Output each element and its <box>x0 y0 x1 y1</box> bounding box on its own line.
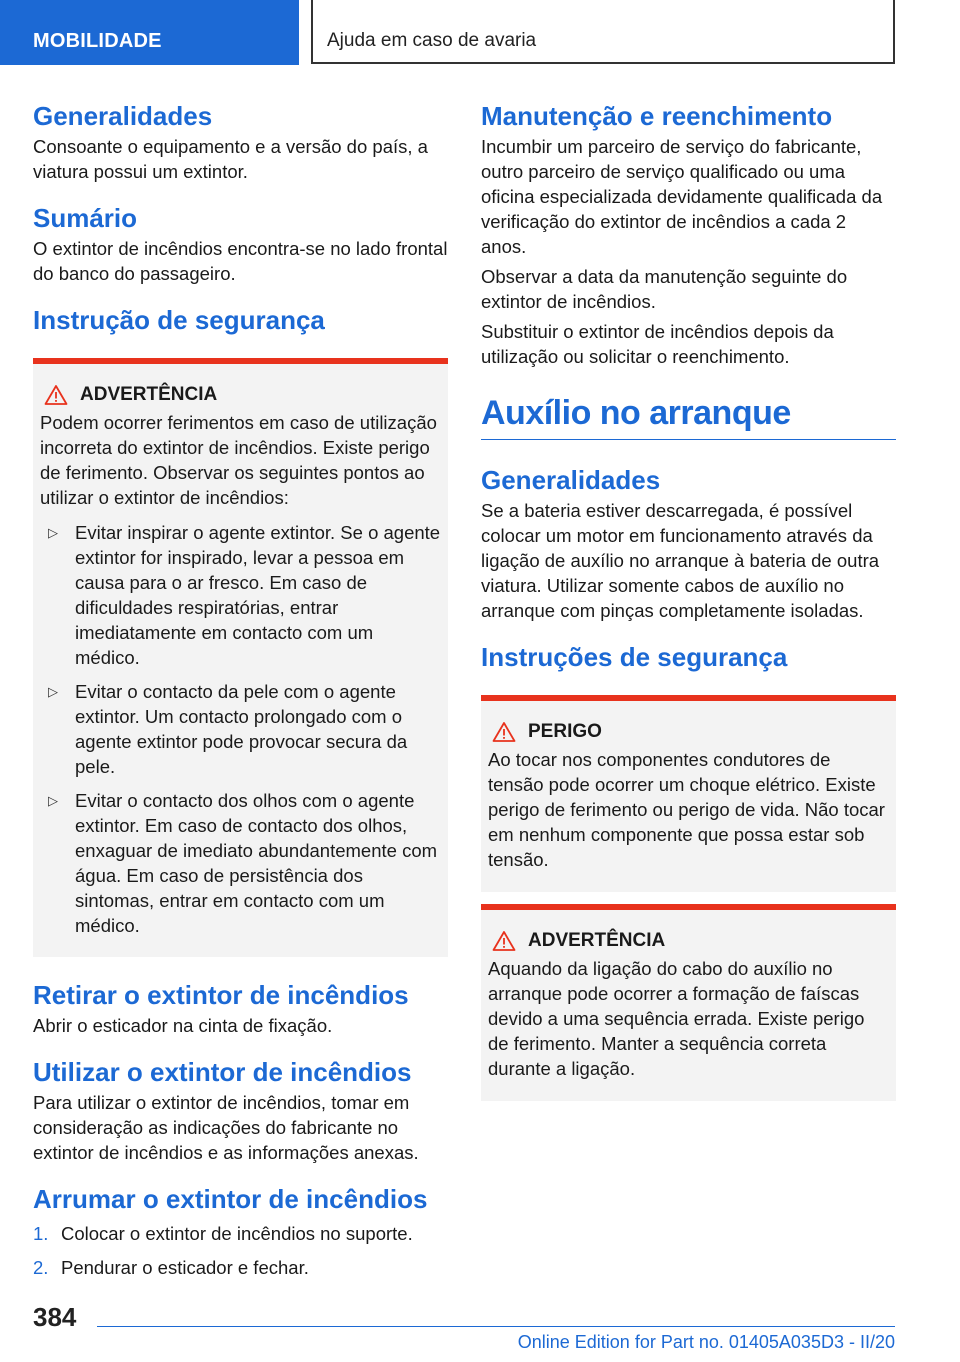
bullet-triangle-icon: ▷ <box>48 793 58 808</box>
bullet-triangle-icon: ▷ <box>48 525 58 540</box>
warning-label: ADVERTÊNCIA <box>528 930 666 951</box>
header-title-box <box>311 0 895 64</box>
section-text: O extintor de incêndios encontra-se no lado frontal do banco do passageiro. <box>33 238 448 284</box>
warning-text: Podem ocorrer ferimentos em caso de utilização incorreta do extintor de incêndios. Existe perigo de ferimento. Observar os seguintes pontos ao utilizar o extintor de incêndios: <box>40 412 437 508</box>
section-manutencao <box>481 100 896 369</box>
warning-box <box>33 358 448 957</box>
warning-text: Aquando da ligação do cabo do auxílio no arranque pode ocorrer a formação de faíscas devido a uma sequência errada. Existe perigo de ferimento. Manter a sequência correta durante a ligação. <box>488 958 865 1079</box>
step-text: Pendurar o esticador e fechar. <box>61 1257 309 1278</box>
section-text: Observar a data da manutenção seguinte do extintor de incêndios. <box>481 266 848 312</box>
warning-triangle-icon <box>492 930 516 952</box>
section-text: Para utilizar o extintor de incêndios, tomar em consideração as indicações do fabricante no extintor de incêndios e as informações anexas. <box>33 1092 419 1163</box>
header-section-tab <box>0 0 299 65</box>
section-text: Abrir o esticador na cinta de fixação. <box>33 1015 333 1036</box>
chapter-title: Auxílio no arranque <box>481 394 791 432</box>
section-arrumar <box>33 1183 448 1280</box>
warning-triangle-icon <box>44 384 68 406</box>
warning-heading <box>44 384 441 406</box>
list-item <box>33 1221 448 1246</box>
danger-box <box>481 695 896 892</box>
section-title: Utilizar o extintor de incêndios <box>33 1057 412 1087</box>
warning-heading <box>492 930 889 952</box>
section-title: Generalidades <box>481 465 661 495</box>
footer-edition: Online Edition for Part no. 01405A035D3 - II/20 <box>517 1332 895 1352</box>
list-item: ▷ Evitar inspirar o agente extintor. Se o agente extintor for inspirado, levar a pessoa em causa para o ar fresco. Em caso de dificuldades respiratórias, entrar imediatamente em contacto com um médico. <box>48 522 441 668</box>
section-sumario <box>33 202 448 286</box>
warning-box <box>481 904 896 1101</box>
section-title: Instruções de segurança <box>481 642 788 672</box>
footer-divider <box>97 1326 895 1327</box>
warning-label: ADVERTÊNCIA <box>80 384 218 405</box>
danger-label: PERIGO <box>528 721 602 742</box>
right-column <box>481 100 896 1101</box>
page-number: 384 <box>33 1302 77 1332</box>
left-column <box>33 100 448 1294</box>
list-item: ▷ Evitar o contacto dos olhos com o agente extintor. Em caso de contacto dos olhos, enxaguar de imediato abundantemente com água. Em caso de persistência dos sintomas, entrar em contacto com um médico. <box>48 790 438 936</box>
section-text: Consoante o equipamento e a versão do país, a viatura possui um extintor. <box>33 136 428 182</box>
section-text: Incumbir um parceiro de serviço do fabricante, outro parceiro de serviço qualificado ou uma oficina especializada devidamente qualificada da verificação do extintor de incêndios a cada 2 anos. <box>481 136 883 257</box>
header-section-label: MOBILIDADE <box>33 30 162 52</box>
step-text: Colocar o extintor de incêndios no suporte. <box>61 1223 413 1244</box>
steps-list <box>33 1221 448 1280</box>
section-generalidades <box>33 100 448 184</box>
section-utilizar <box>33 1056 448 1165</box>
step-number: 1. <box>33 1223 49 1244</box>
section-title: Generalidades <box>33 101 213 131</box>
bullet-triangle-icon: ▷ <box>48 684 58 699</box>
section-text: Se a bateria estiver descarregada, é possível colocar um motor em funcionamento através da ligação de auxílio no arranque à bateria de outra viatura. Utilizar somente cabos de auxílio no arranque com pinças completamente isoladas. <box>481 500 880 621</box>
section-title: Retirar o extintor de incêndios <box>33 980 409 1010</box>
danger-text: Ao tocar nos componentes condutores de tensão pode ocorrer um choque elétrico. Existe perigo de ferimento ou perigo de vida. Não tocar em nenhum componente que possa estar sob tensão. <box>488 749 885 870</box>
warning-bullet-list <box>40 520 441 938</box>
section-generalidades-arranque <box>481 464 896 623</box>
section-title: Sumário <box>33 203 138 233</box>
step-number: 2. <box>33 1257 49 1278</box>
warning-triangle-icon <box>492 721 516 743</box>
section-title: Arrumar o extintor de incêndios <box>33 1184 428 1214</box>
section-title: Manutenção e reenchimento <box>481 101 833 131</box>
section-retirar <box>33 979 448 1038</box>
header-title: Ajuda em caso de avaria <box>327 30 537 51</box>
section-title: Instrução de segurança <box>33 305 325 335</box>
chapter-heading <box>481 391 896 440</box>
section-instrucao-seguranca <box>33 304 448 336</box>
section-text: Substituir o extintor de incêndios depois da utilização ou solicitar o reenchimento. <box>481 321 834 367</box>
list-item: ▷ Evitar o contacto da pele com o agente extintor. Um contacto prolongado com o agente extintor pode provocar secura da pele. <box>48 681 408 777</box>
list-item <box>33 1255 448 1280</box>
danger-heading <box>492 721 889 743</box>
section-instrucoes-seguranca <box>481 641 896 673</box>
